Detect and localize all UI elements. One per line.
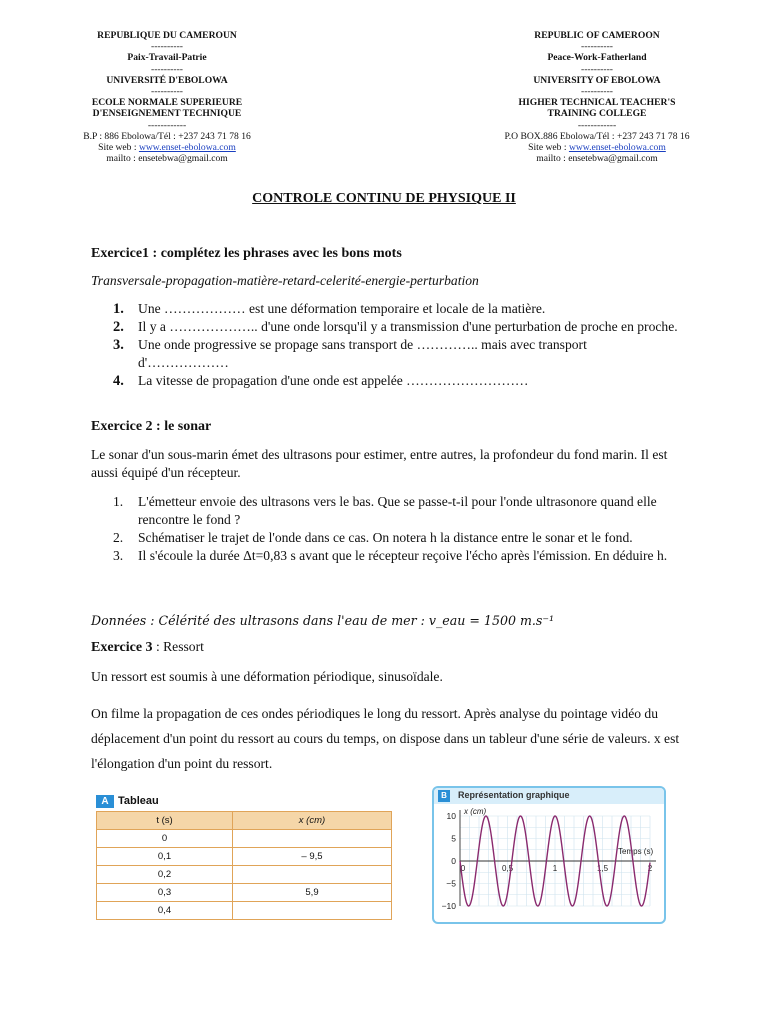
- school-en-line2: TRAINING COLLEGE: [547, 108, 647, 120]
- list-item: [91, 336, 681, 372]
- page-title: CONTROLE CONTINU DE PHYSIQUE II: [252, 191, 516, 206]
- ex3-heading-bold: Exercice 3: [91, 640, 153, 655]
- ex1-word-list: Transversale-propagation-matière-retard-celerité-energie-perturbation: [91, 273, 479, 288]
- item-text: Il s'écoule la durée Δt=0,83 s avant que le récepteur reçoive l'écho après l'émission. En déduire h.: [138, 548, 668, 563]
- cell-x: [233, 902, 392, 920]
- item-number: 2.: [113, 319, 124, 335]
- table-title: Tableau: [118, 795, 159, 807]
- item-number: 1.: [113, 301, 124, 317]
- data-formula: v_eau = 1500 m.s⁻¹: [428, 613, 555, 628]
- data-label: Données : Célérité des ultrasons dans l'eau de mer :: [91, 613, 429, 628]
- graph-tag: B: [438, 790, 450, 802]
- school-en-line1: HIGHER TECHNICAL TEACHER'S: [518, 97, 676, 109]
- cell-x: – 9,5: [233, 848, 392, 866]
- graph-title: Représentation graphique: [458, 790, 570, 800]
- separator: ----------: [581, 41, 613, 53]
- table-row: [97, 902, 392, 920]
- cell-x: [233, 866, 392, 884]
- email-en: mailto : ensetebwa@gmail.com: [536, 153, 658, 165]
- x-tick-label: 1,5: [596, 864, 609, 873]
- university-fr: UNIVERSITÉ D'EBOLOWA: [106, 74, 228, 86]
- separator: ------------: [577, 119, 617, 131]
- data-table: [96, 811, 392, 920]
- x-tick-label: 0: [460, 864, 466, 873]
- country-en: REPUBLIC OF CAMEROON: [534, 30, 660, 41]
- motto-en: Peace-Work-Fatherland: [547, 52, 647, 64]
- cell-t: 0,1: [97, 848, 233, 866]
- list-item: [91, 318, 681, 336]
- cell-t: 0,4: [97, 902, 233, 920]
- y-tick-label: 0: [451, 856, 456, 866]
- list-item: [91, 547, 681, 565]
- table-header-row: [97, 812, 392, 830]
- separator: ----------: [151, 41, 183, 53]
- ex1-list: [91, 300, 681, 390]
- y-tick-label: 5: [451, 833, 456, 844]
- email-fr: mailto : ensetebwa@gmail.com: [106, 153, 228, 165]
- website-link[interactable]: www.enset-ebolowa.com: [138, 142, 236, 154]
- list-item: [91, 372, 681, 390]
- x-axis-label: Temps (s): [618, 847, 654, 856]
- item-number: 1.: [113, 494, 124, 509]
- university-en: UNIVERSITY OF EBOLOWA: [533, 74, 661, 86]
- graph-title-bar: [434, 788, 664, 804]
- ex3-paragraph-2: On filme la propagation de ces ondes périodiques le long du ressort. Après analyse du pointage vidéo du déplacement d'un point du ressort au cours du temps, on dispose dans un tableur d'une série de valeurs. x est l'élongation d'un point du ressort.: [91, 706, 680, 771]
- ex2-intro: Le sonar d'un sous-marin émet des ultrasons pour estimer, entre autres, la profondeur du fond marin. Il est aussi équipé d'un récepteur.: [91, 447, 668, 480]
- item-number: 2.: [113, 530, 124, 545]
- list-item: [91, 493, 681, 529]
- separator: ----------: [151, 86, 183, 98]
- item-text: La vitesse de propagation d'une onde est appelée ………………………: [138, 373, 529, 388]
- y-tick-label: −10: [441, 901, 456, 911]
- item-number: 4.: [113, 373, 124, 389]
- cell-x: [233, 830, 392, 848]
- table-row: [97, 866, 392, 884]
- y-tick-label: −5: [446, 878, 456, 889]
- y-axis-label: x (cm): [464, 807, 487, 816]
- website-line: [42, 142, 292, 153]
- school-fr-line2: D'ENSEIGNEMENT TECHNIQUE: [92, 108, 242, 120]
- table-row: [97, 830, 392, 848]
- website-link[interactable]: www.enset-ebolowa.com: [568, 142, 666, 154]
- sine-plot: [434, 804, 664, 922]
- address-fr: B.P : 886 Ebolowa/Tél : +237 243 71 78 16: [83, 130, 251, 142]
- ex2-data-line: [91, 612, 691, 630]
- separator: ----------: [151, 63, 183, 75]
- country-fr: REPUBLIQUE DU CAMEROUN: [97, 30, 237, 41]
- ex3-paragraph-1: Un ressort est soumis à une déformation périodique, sinusoïdale.: [91, 669, 443, 684]
- header-left: [42, 30, 292, 164]
- website-line: [472, 142, 722, 153]
- cell-x: 5,9: [233, 884, 392, 902]
- header-right: [472, 30, 722, 164]
- item-text: Il y a ……………….. d'une onde lorsqu'il y a transmission d'une perturbation de proche en proche.: [138, 319, 678, 334]
- x-tick-label: 0,5: [501, 864, 514, 873]
- cell-t: 0,2: [97, 866, 233, 884]
- site-label: Site web :: [528, 142, 569, 154]
- school-fr-line1: ECOLE NORMALE SUPERIEURE: [91, 97, 243, 109]
- col-header-t: t (s): [97, 812, 233, 830]
- motto-fr: Paix-Travail-Patrie: [127, 52, 207, 64]
- cell-t: 0: [97, 830, 233, 848]
- item-text: L'émetteur envoie des ultrasons vers le bas. Que se passe-t-il pour l'onde ultrasonore quand elle rencontre le fond ?: [138, 494, 657, 527]
- address-en: P.O BOX.886 Ebolowa/Tél : +237 243 71 78 16: [504, 130, 690, 142]
- y-tick-label: 10: [446, 811, 456, 821]
- item-number: 3.: [113, 548, 124, 563]
- table-row: [97, 884, 392, 902]
- x-tick-label: 1: [552, 864, 558, 873]
- item-text: Une ……………… est une déformation temporaire et locale de la matière.: [138, 301, 546, 316]
- separator: ------------: [147, 119, 187, 131]
- separator: ----------: [581, 63, 613, 75]
- cell-t: 0,3: [97, 884, 233, 902]
- ex2-list: [91, 493, 681, 565]
- col-header-x: x (cm): [233, 812, 392, 830]
- ex3-heading: [91, 638, 691, 657]
- table-tag: A: [96, 795, 114, 808]
- item-text: Une onde progressive se propage sans transport de ………….. mais avec transport d'………………: [138, 337, 587, 370]
- table-title-bar: [96, 793, 392, 809]
- site-label: Site web :: [98, 142, 139, 154]
- ex1-heading: Exercice1 : complétez les phrases avec les bons mots: [91, 246, 402, 261]
- item-text: Schématiser le trajet de l'onde dans ce cas. On notera h la distance entre le sonar et le fond.: [138, 530, 633, 545]
- list-item: [91, 529, 681, 547]
- separator: ----------: [581, 86, 613, 98]
- item-number: 3.: [113, 337, 124, 353]
- x-tick-label: 2: [647, 864, 653, 873]
- table-row: [97, 848, 392, 866]
- list-item: [91, 300, 681, 318]
- data-table-block: [96, 793, 392, 920]
- ex3-heading-rest: : Ressort: [152, 639, 204, 654]
- ex2-heading: Exercice 2 : le sonar: [91, 419, 212, 434]
- graph-block: [432, 786, 666, 924]
